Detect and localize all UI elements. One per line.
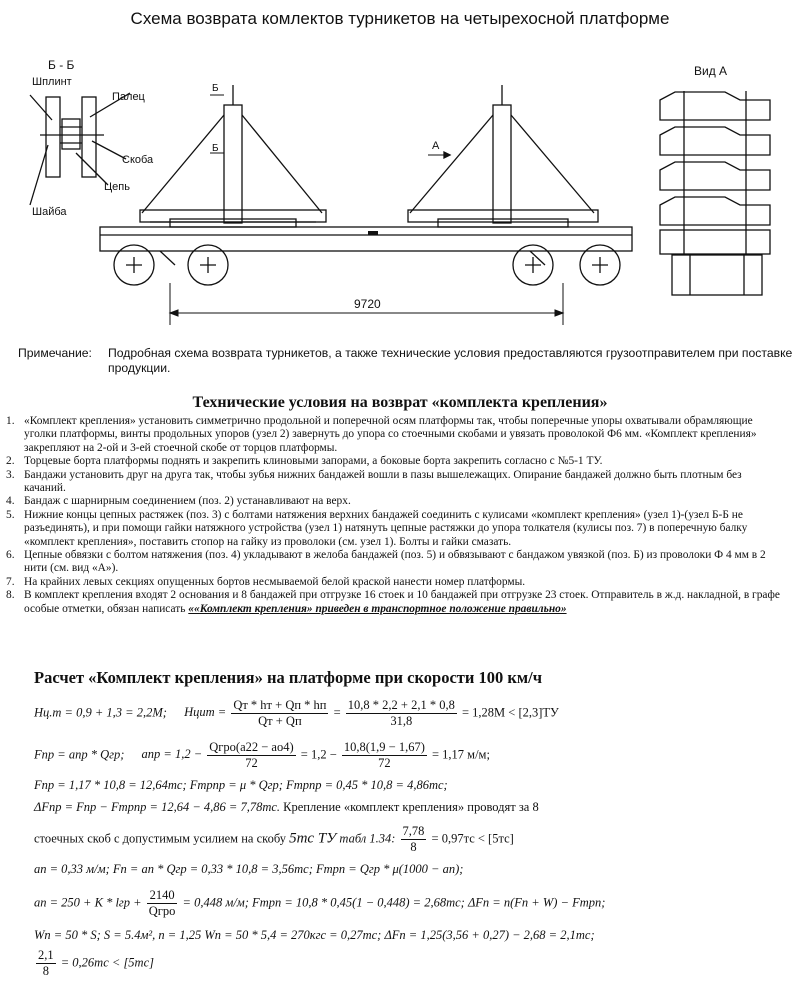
callout-skoba: Скоба — [122, 154, 154, 166]
note — [18, 346, 798, 376]
calc-equals: = 1,2 − — [300, 747, 337, 762]
calc-fraction — [401, 824, 427, 855]
condition-item — [6, 509, 786, 549]
condition-item — [6, 469, 786, 496]
fraction-top: 2,1 — [38, 948, 54, 962]
arrow-b-label: Б — [212, 83, 219, 94]
calc-equals: = — [333, 705, 341, 720]
condition-text: Бандажи установить друг на друга так, чтобы зубья нижних бандажей вошли в пазы вышележащих. Опирание бандажей должно быть плотным без качаний. — [24, 468, 742, 495]
callout-shplint: Шплинт — [32, 76, 72, 88]
calc-line-6 — [34, 862, 463, 877]
fraction-top: Qт * hт + Qп * hп — [233, 698, 327, 712]
calc-line-3 — [34, 778, 448, 793]
note-label: Примечание: — [18, 346, 92, 360]
fraction-top: 2140 — [147, 888, 178, 904]
fraction-bottom: 8 — [42, 964, 49, 978]
callout-tsep: Цепь — [104, 181, 130, 193]
calc-allowed: 5тс ТУ — [289, 830, 337, 847]
calc-line-1 — [34, 698, 559, 729]
calc-result: = 1,28M < [2,3]ТУ — [461, 705, 559, 720]
calc-fraction — [231, 698, 328, 729]
calc-hct: Hц.т = 0,9 + 1,3 = 2,2M; — [34, 705, 167, 720]
condition-text: На крайних левых секциях опущенных бортов несмываемой белой краской нанести номер платформы. — [24, 575, 526, 588]
condition-number: 4. — [6, 495, 15, 508]
calc-apr-lhs: aпр = 1,2 − — [141, 747, 203, 762]
calc-fraction — [36, 948, 56, 979]
condition-item — [6, 589, 786, 616]
fraction-bottom: 8 — [410, 840, 417, 854]
calc-table-ref: табл 1.34: — [339, 831, 396, 846]
condition-number: 5. — [6, 508, 15, 521]
condition-text: В комплект крепления входят 2 основания и 8 бандажей при отгрузке 16 стоек и 10 бандажей при отгрузке 23 стоек. Отправитель в ж.д. накладной, в графе особые отметки, обязан написать — [24, 589, 780, 615]
fraction-bottom: Qт + Qп — [258, 714, 302, 728]
calc-text: = 0,448 м/м; Fтрп = 10,8 * 0,45(1 − 0,448) = 2,68тс; ΔFп = n(Fп + W) − Fтрп; — [182, 895, 606, 910]
calc-line-7 — [34, 888, 605, 919]
fraction-bottom: 72 — [245, 756, 258, 770]
condition-number: 8. — [6, 589, 15, 602]
calc-line-4 — [34, 800, 539, 815]
arrow-b-label-lower: Б — [212, 143, 219, 154]
fraction-top: 10,8 * 2,2 + 2,1 * 0,8 — [347, 698, 455, 712]
calc-text: aп = 250 + K * lгр + — [34, 895, 142, 910]
fraction-bottom: 72 — [378, 756, 391, 770]
arrow-a-label: А — [432, 140, 440, 152]
calc-result: = 0,97тс < [5тс] — [431, 831, 514, 846]
section-label: Б - Б — [48, 58, 75, 72]
calc-note: Крепление «комплект крепления» проводят за 8 — [283, 800, 539, 814]
dimension-value: 9720 — [354, 297, 381, 311]
condition-item — [6, 576, 786, 589]
fraction-top: 10,8(1,9 − 1,67) — [343, 740, 425, 754]
calc-note: стоечных скоб с допустимым усилием на скобу — [34, 831, 286, 846]
technical-drawing — [0, 55, 800, 340]
condition-item — [6, 495, 786, 508]
view-a-detail — [660, 91, 770, 295]
calc-line-8 — [34, 928, 595, 943]
condition-number: 6. — [6, 549, 15, 562]
fraction-bottom: 31,8 — [390, 714, 413, 728]
condition-number: 1. — [6, 415, 15, 427]
conditions-list — [6, 415, 786, 616]
page-title: Схема возврата комлектов турникетов на четырехосной платформе — [130, 9, 670, 28]
condition-number: 2. — [6, 455, 15, 468]
calc-fraction — [207, 740, 295, 771]
condition-text: Торцевые борта платформы поднять и закрепить клиновыми запорами, а боковые борта закрепить согласно с №5-1 ТУ. — [24, 455, 603, 468]
calc-line-2 — [34, 740, 490, 771]
condition-item — [6, 549, 786, 576]
calc-fpr: Fпр = aпр * Qгр; — [34, 747, 125, 762]
callout-shayba: Шайба — [32, 206, 67, 218]
calc-text: Wп = 50 * S; S = 5.4м², n = 1,25 Wп = 50 * 5,4 = 270кгс = 0,27тс; ΔFп = 1,25(3,56 + 0,27) − 2,68 = 2,1тс; — [34, 928, 595, 942]
calc-text: ΔFпр = Fпр − Fтрпр = 12,64 − 4,86 = 7,78тс. — [34, 800, 281, 814]
condition-text: «Комплект крепления» установить симметрично продольной и поперечной осям платформы так, чтобы поперечные упоры охватывали обрамляющие уголки платформы, винты продольных упоров (узел 2) завернуть до упора со стоечными скобами и увязать проволокой Ф6 мм. «Комплект крепления» закрепляют на 2-ой и 3-ей стоечной скобе от торцов платформы. — [24, 415, 757, 454]
calculation-title: Расчет «Комплект крепления» на платформе при скорости 100 км/ч — [34, 668, 543, 687]
note-text: Подробная схема возврата турникетов, а также технические условия предоставляются грузоотправителем при поставке продукции. — [108, 346, 793, 375]
calc-fraction — [346, 698, 457, 729]
condition-text: Цепные обвязки с болтом натяжения (поз. 4) укладывают в желоба бандажей (поз. 5) и обвязывают с бандажом увязкой (поз. Б) из проволоки Ф 4 мм в 2 нити (см. вид «А»). — [24, 549, 766, 575]
view-label: Вид А — [694, 64, 728, 78]
left-frame — [140, 85, 326, 227]
tech-conditions-title: Технические условия на возврат «комплекта крепления» — [192, 394, 608, 411]
calc-line-5 — [34, 824, 514, 855]
condition-number: 7. — [6, 575, 15, 588]
calc-line-9 — [34, 948, 154, 979]
right-frame — [408, 85, 598, 227]
fraction-top: Qгро(a22 − aо4) — [209, 740, 294, 754]
calc-fraction — [147, 888, 178, 919]
condition-item — [6, 455, 786, 468]
condition-emphasis: ««Комплект крепления» приведен в транспортное положение правильно» — [188, 602, 567, 615]
callout-palets: Палец — [112, 91, 145, 103]
calc-text: aп = 0,33 м/м; Fп = aп * Qгр = 0,33 * 10,8 = 3,56тс; Fтрп = Qгр * μ(1000 − aп); — [34, 862, 464, 876]
calc-result: = 1,17 м/м; — [432, 747, 490, 762]
fraction-top: 7,78 — [402, 824, 425, 838]
condition-text: Бандаж с шарнирным соединением (поз. 2) устанавливают на верх. — [24, 495, 351, 508]
condition-text: Нижние концы цепных растяжек (поз. 3) с болтами натяжения верхних бандажей соединить с кулисами «комплект крепления» (узел 1)-(узел Б-Б не разъединять), и при помощи гайки натяжного устройства (узел 1) натянуть цепные растяжки до упора толкателя (кулисы поз. 7) в поперечную балку «комплект крепления», поставить стопор на гайку из проволоки (см. узел 1). Болты и гайки смазать. — [24, 508, 748, 548]
calc-hcit-lhs: Hцит = — [184, 705, 227, 720]
condition-item — [6, 415, 786, 455]
condition-number: 3. — [6, 468, 15, 481]
calc-text: Fпр = 1,17 * 10,8 = 12,64тс; Fтрпр = μ * Qгр; Fтрпр = 0,45 * 10,8 = 4,86тс; — [34, 778, 448, 792]
calc-fraction — [342, 740, 427, 771]
fraction-bottom: Qгро — [148, 904, 176, 918]
calc-result: = 0,26тс < [5тс] — [60, 955, 154, 970]
